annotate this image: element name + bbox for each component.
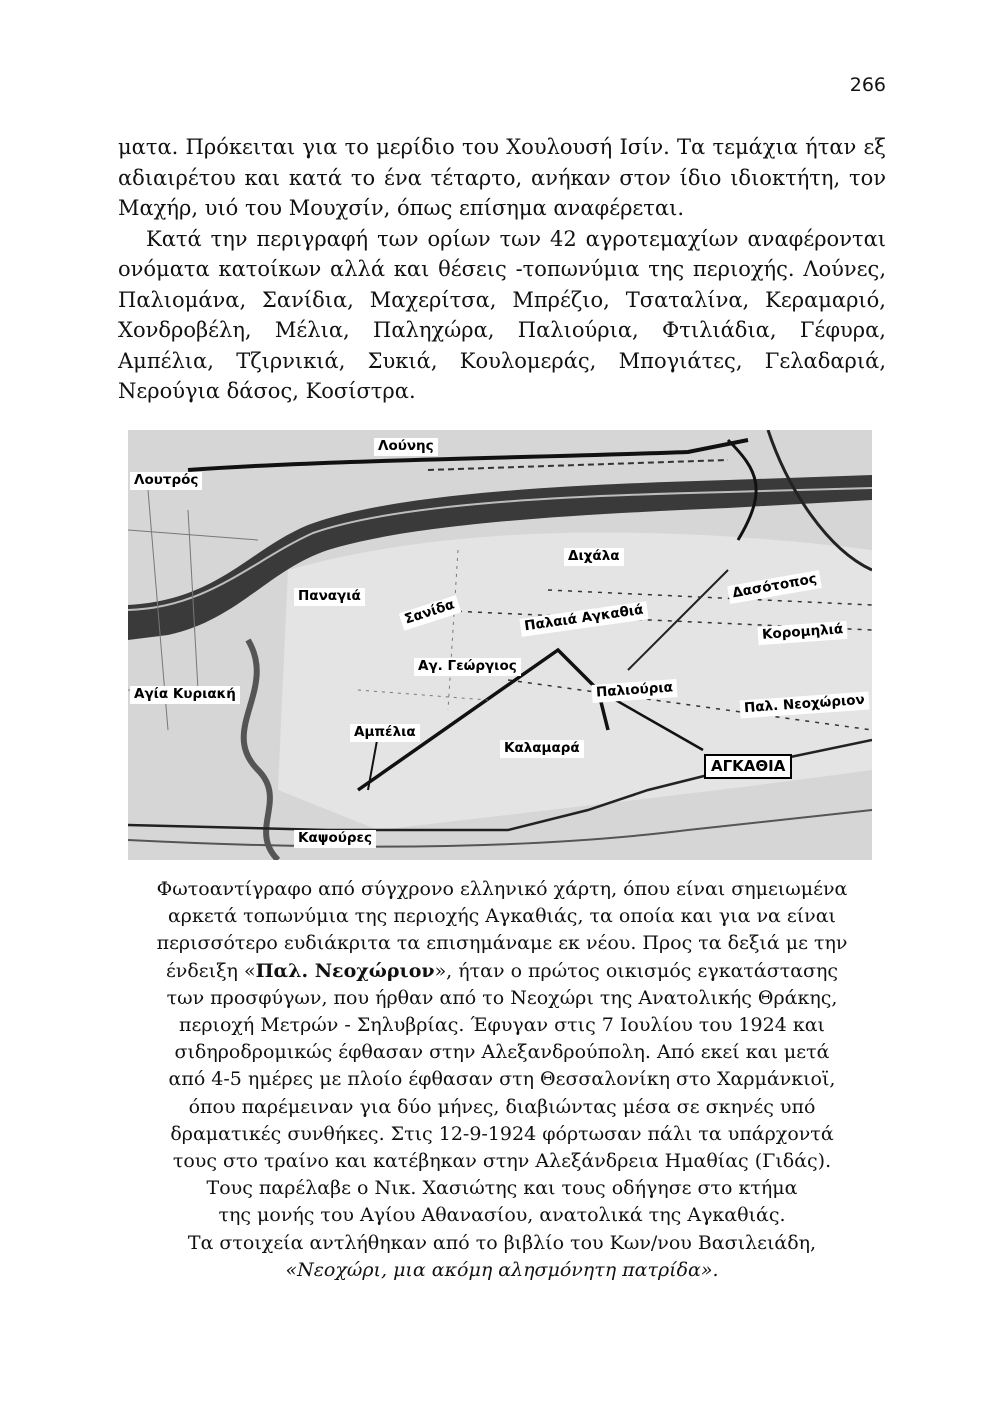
caption-line: περισσότερο ευδιάκριτα τα επισημάναμε εκ νέου. Προς τα δεξιά με την — [156, 932, 848, 955]
map-drawing — [128, 430, 872, 860]
map-label-kalamara: Καλαμαρά — [500, 740, 584, 758]
caption-line: δραματικές συνθήκες. Στις 12-9-1924 φόρτωσαν πάλι τα υπάρχοντά — [170, 1122, 834, 1145]
caption-line: περιοχή Μετρών - Σηλυβρίας. Έφυγαν στις 7 Ιουλίου του 1924 και — [179, 1014, 825, 1037]
caption-line: Τα στοιχεία αντλήθηκαν από το βιβλίο του Κων/νου Βασιλειάδη, — [187, 1231, 817, 1254]
map-label-loutros: Λουτρός — [130, 472, 202, 490]
caption-text: », ήταν ο πρώτος οικισμός εγκατάστασης — [434, 959, 839, 982]
map-figure — [128, 430, 872, 860]
map-caption — [118, 876, 886, 1284]
map-label-ampelia: Αμπέλια — [350, 724, 420, 742]
caption-line — [118, 958, 886, 985]
map-label-paliouria: Παλιούρια — [591, 679, 677, 702]
map-label-panagia: Παναγιά — [294, 588, 365, 606]
caption-line: αρκετά τοπωνύμια της περιοχής Αγκαθιάς, τα οποία και για να είναι — [167, 905, 837, 928]
map-label-koromilia: Κορομηλιά — [757, 621, 847, 645]
map-label-dixala: Διχάλα — [564, 548, 624, 566]
caption-text: ένδειξη « — [165, 959, 256, 982]
caption-line: Τους παρέλαβε ο Νικ. Χασιώτης και τους οδήγησε στο κτήμα — [206, 1177, 798, 1200]
map-label-kapsoures: Καψούρες — [294, 830, 376, 848]
caption-line: από 4-5 ημέρες με πλοίο έφθασαν στη Θεσσαλονίκη στο Χαρμάνκιοϊ, — [168, 1068, 836, 1091]
caption-book-title — [118, 1257, 886, 1284]
map-label-dasotopos: Δασότοπος — [727, 570, 822, 603]
caption-line: τους στο τραίνο και κατέβηκαν στην Αλεξάνδρεια Ημαθίας (Γιδάς). — [172, 1150, 832, 1173]
map-label-agia-kyriaki: Αγία Κυριακή — [130, 686, 240, 704]
map-label-agkathia: ΑΓΚΑΘΙΑ — [704, 754, 792, 779]
paragraph-place-names: Κατά την περιγραφή των ορίων των 42 αγροτεμαχίων αναφέρονται ονόματα κατοίκων αλλά και θέσεις -τοπωνύμια της περιοχής. Λούνες, Παλιομάνα, Σανίδια, Μαχερίτσα, Μπρέζιο, Τσαταλίνα, Κεραμαριό, Χονδροβέλη, Μέλια, Παληχώρα, Παλιούρια, Φτιλιάδια, Γέφυρα, Αμπέλια, Τζιρνικιά, Συκιά, Κουλομεράς, Μπογιάτες, Γελαδαριά, Νερούγια δάσος, Κοσίστρα. — [118, 226, 886, 403]
map-label-ag-georgios: Αγ. Γεώργιος — [414, 658, 521, 676]
caption-line: Φωτοαντίγραφο από σύγχρονο ελληνικό χάρτη, όπου είναι σημειωμένα — [156, 878, 848, 900]
map-label-palaia-agkathia: Παλαιά Αγκαθιά — [519, 601, 648, 636]
caption-line: των προσφύγων, που ήρθαν από το Νεοχώρι της Ανατολικής Θράκης, — [166, 986, 838, 1009]
page-number: 266 — [849, 74, 886, 96]
caption-line: σιδηροδρομικώς έφθασαν στην Αλεξανδρούπολη. Από εκεί και μετά — [174, 1041, 830, 1064]
body-text — [118, 132, 886, 407]
paragraph-continued: ματα. Πρόκειται για το μερίδιο του Χουλουσή Ισίν. Τα τεμάχια ήταν εξ αδιαιρέτου και κατά το ένα τέταρτο, ανήκαν στον ίδιο ιδιοκτήτη, τον Μαχήρ, υιό του Μουχσίν, όπως επίσημα αναφέρεται. — [118, 135, 886, 220]
caption-line: όπου παρέμειναν για δύο μήνες, διαβιώντας μέσα σε σκηνές υπό — [188, 1095, 816, 1118]
map-label-lounis: Λούνης — [374, 438, 438, 456]
caption-emphasis: Παλ. Νεοχώριον — [255, 959, 435, 982]
caption-italic: «Νεοχώρι, μια ακόμη αλησμόνητη πατρίδα». — [285, 1258, 719, 1281]
caption-line: της μονής του Αγίου Αθανασίου, ανατολικά της Αγκαθιάς. — [218, 1204, 786, 1227]
map-label-pal-neoxorion: Παλ. Νεοχώριον — [740, 692, 870, 718]
map-label-sanida: Σανίδα — [399, 595, 461, 630]
